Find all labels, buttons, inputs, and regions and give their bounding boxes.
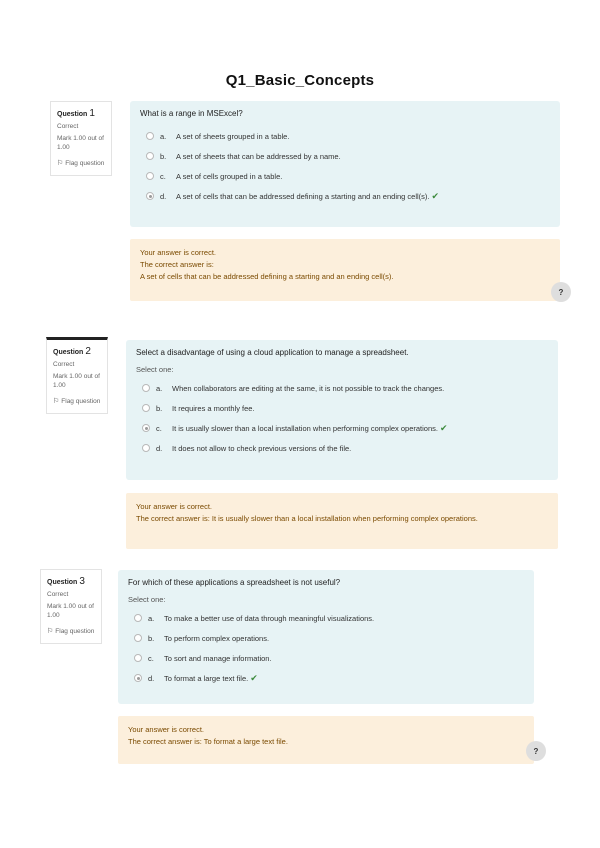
question-2-feedback-status: Your answer is correct. — [136, 502, 213, 511]
radio-button-selected[interactable] — [134, 674, 142, 682]
question-1-flag-label: Flag question — [65, 159, 105, 167]
option-letter: b. — [160, 151, 167, 161]
question-3-number: 3 — [79, 576, 85, 587]
question-2-content — [126, 340, 558, 480]
question-1-feedback — [130, 239, 560, 301]
question-3-flag-label: Flag question — [55, 627, 95, 635]
question-1-feedback-status: Your answer is correct. — [140, 248, 217, 257]
question-3-feedback — [118, 716, 534, 764]
radio-button[interactable] — [142, 404, 150, 412]
option-letter: d. — [156, 443, 163, 453]
question-1-mark: Mark 1.00 out of 1.00 — [57, 135, 104, 152]
check-icon: ✔ — [250, 672, 258, 683]
question-3-info — [40, 569, 102, 644]
question-2-text: Select a disadvantage of using a cloud application to manage a spreadsheet. — [136, 348, 409, 357]
question-3-option-b[interactable] — [128, 628, 524, 648]
help-button[interactable]: ? — [526, 741, 546, 761]
question-1-option-d[interactable] — [140, 186, 550, 206]
question-2-option-d[interactable] — [136, 438, 548, 458]
question-2-option-b[interactable] — [136, 398, 548, 418]
radio-button[interactable] — [134, 654, 142, 662]
option-text: To make a better use of data through meaningful visualizations. — [164, 613, 375, 623]
question-2-mark: Mark 1.00 out of 1.00 — [53, 373, 100, 390]
question-1-number-label: Question 1 — [57, 108, 95, 119]
radio-button[interactable] — [142, 444, 150, 452]
radio-button[interactable] — [134, 614, 142, 622]
question-2-select-label: Select one: — [136, 365, 174, 374]
radio-button-selected[interactable] — [146, 192, 154, 200]
question-2-flag-label: Flag question — [61, 397, 101, 405]
radio-button[interactable] — [134, 634, 142, 642]
help-button[interactable]: ? — [551, 282, 571, 302]
option-text: It does not allow to check previous versions of the file. — [172, 443, 352, 453]
question-2-flag-button[interactable] — [53, 397, 103, 407]
question-1-state: Correct — [57, 122, 79, 130]
question-3-option-d[interactable] — [128, 668, 524, 688]
question-1-feedback-answer: A set of cells that can be addressed defining a starting and an ending cell(s). — [140, 272, 394, 281]
radio-button[interactable] — [146, 152, 154, 160]
question-1-number: 1 — [89, 108, 95, 119]
question-2-number-label: Question 2 — [53, 346, 91, 357]
question-3-option-c[interactable] — [128, 648, 524, 668]
option-text: To sort and manage information. — [164, 653, 272, 663]
option-letter: a. — [156, 383, 163, 393]
option-text: It is usually slower than a local installation when performing complex operations. — [172, 423, 438, 433]
question-1-info — [50, 101, 112, 176]
option-letter: d. — [148, 673, 155, 683]
question-1-option-a[interactable] — [140, 126, 550, 146]
question-3-feedback-answer: The correct answer is: To format a large text file. — [128, 737, 288, 746]
question-1-text: What is a range in MSExcel? — [140, 109, 243, 118]
radio-button-selected[interactable] — [142, 424, 150, 432]
question-3-feedback-status: Your answer is correct. — [128, 725, 205, 734]
question-1-option-b[interactable] — [140, 146, 550, 166]
question-3-state: Correct — [47, 590, 69, 598]
option-text: To format a large text file. — [164, 673, 249, 683]
question-2-state: Correct — [53, 360, 75, 368]
question-2-feedback-answer: The correct answer is: It is usually slower than a local installation when performing complex operations. — [136, 514, 478, 523]
option-letter: c. — [160, 171, 166, 181]
question-1-feedback-answer-label: The correct answer is: — [140, 260, 214, 269]
question-3-mark: Mark 1.00 out of 1.00 — [47, 603, 94, 620]
page-title: Q1_Basic_Concepts — [225, 72, 375, 89]
question-3-flag-button[interactable] — [47, 627, 97, 637]
question-2-info — [46, 337, 108, 414]
option-text: When collaborators are editing at the same, it is not possible to track the changes. — [172, 383, 445, 393]
option-text: A set of cells that can be addressed defining a starting and an ending cell(s). — [176, 191, 430, 201]
option-letter: b. — [148, 633, 155, 643]
question-2-option-c[interactable] — [136, 418, 548, 438]
question-2-feedback — [126, 493, 558, 549]
question-1-flag-button[interactable] — [57, 159, 107, 169]
radio-button[interactable] — [146, 172, 154, 180]
option-letter: a. — [160, 131, 167, 141]
radio-button[interactable] — [146, 132, 154, 140]
radio-button[interactable] — [142, 384, 150, 392]
question-1-option-c[interactable] — [140, 166, 550, 186]
flag-icon: ⚐ — [53, 397, 60, 405]
option-letter: b. — [156, 403, 163, 413]
option-text: A set of sheets grouped in a table. — [176, 131, 290, 141]
check-icon: ✔ — [431, 190, 440, 201]
option-text: A set of sheets that can be addressed by a name. — [176, 151, 341, 161]
question-3-text: For which of these applications a spreadsheet is not useful? — [128, 578, 341, 587]
question-2-number: 2 — [85, 346, 91, 357]
option-letter: a. — [148, 613, 155, 623]
question-3-option-a[interactable] — [128, 608, 524, 628]
check-icon: ✔ — [439, 422, 448, 433]
question-1-content — [130, 101, 560, 227]
question-2-option-a[interactable] — [136, 378, 548, 398]
option-text: It requires a monthly fee. — [172, 403, 255, 413]
question-3-content — [118, 570, 534, 704]
question-3-select-label: Select one: — [128, 595, 166, 604]
option-letter: d. — [160, 191, 167, 201]
option-text: A set of cells grouped in a table. — [176, 171, 283, 181]
flag-icon: ⚐ — [47, 627, 54, 635]
flag-icon: ⚐ — [57, 159, 64, 167]
option-letter: c. — [148, 653, 154, 663]
option-letter: c. — [156, 423, 162, 433]
question-3-number-label: Question 3 — [47, 576, 85, 587]
option-text: To perform complex operations. — [164, 633, 270, 643]
